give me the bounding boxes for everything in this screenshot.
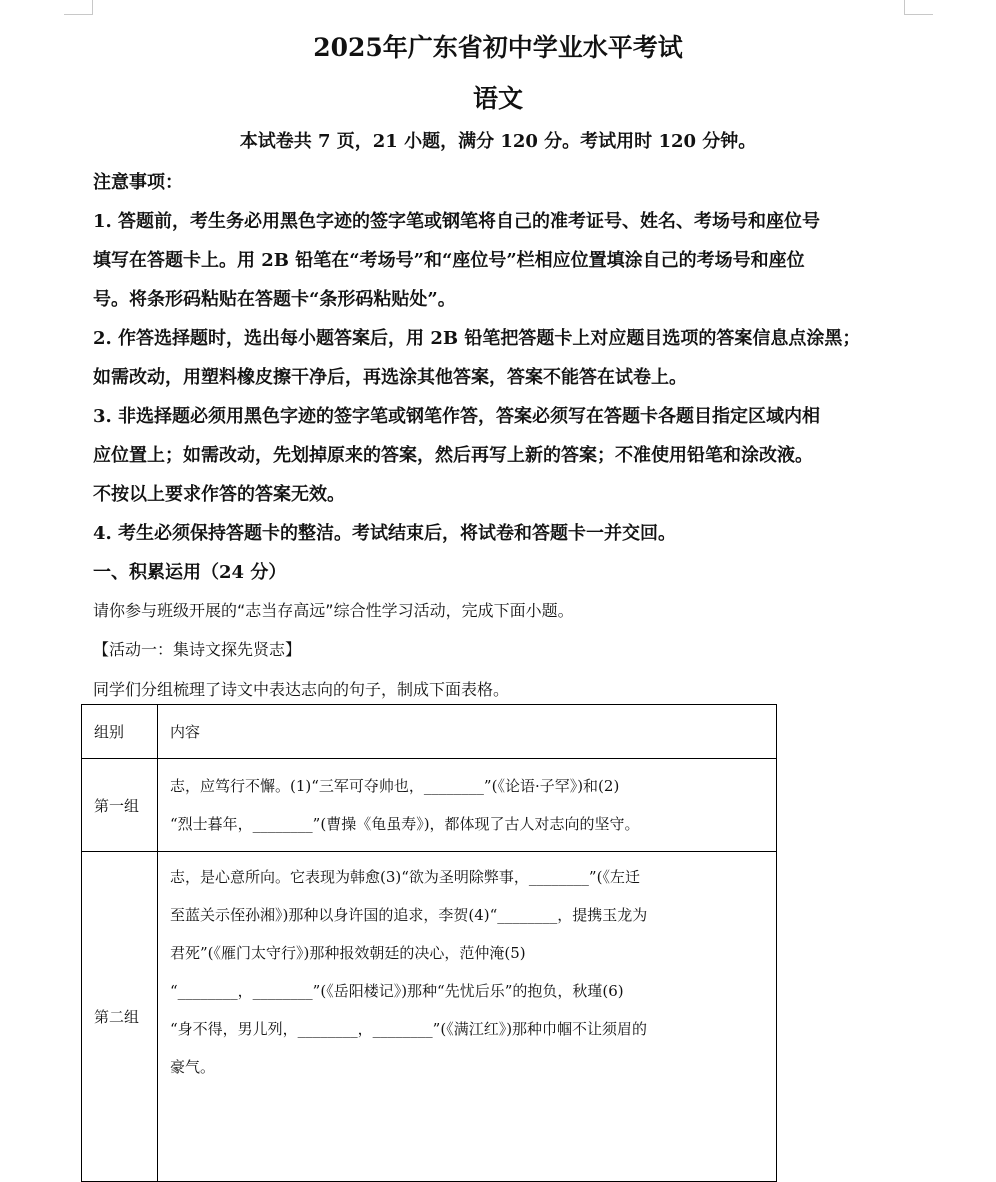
content-line: “烈士暮年，________”(曹操《龟虽寿》)，都体现了古人对志向的坚守。 — [170, 815, 640, 833]
table-header-cell: 组别 — [82, 705, 158, 759]
notes-line: 4. 考生必须保持答题卡的整洁。考试结束后，将试卷和答题卡一并交回。 — [93, 523, 677, 544]
table-header-cell: 内容 — [158, 705, 777, 759]
subject-title: 语文 — [472, 84, 523, 113]
section-heading: 一、积累运用（24 分） — [93, 562, 287, 583]
notes-line: 号。将条形码粘贴在答题卡“条形码粘贴处”。 — [93, 289, 456, 310]
section-intro: 请你参与班级开展的“志当存高远”综合性学习活动，完成下面小题。 — [93, 601, 574, 620]
activity-desc: 同学们分组梳理了诗文中表达志向的句子，制成下面表格。 — [93, 680, 510, 699]
content-line: 志，应笃行不懈。(1)“三军可夺帅也，________”(《论语·子罕》)和(2) — [170, 777, 620, 795]
notes-line: 3. 非选择题必须用黑色字迹的签字笔或钢笔作答，答案必须写在答题卡各题目指定区域内相 — [93, 406, 821, 427]
table-header-row — [82, 705, 777, 759]
content-line: 君死”(《雁门太守行》)那种报效朝廷的决心，范仲淹(5) — [170, 944, 526, 962]
table-row — [82, 852, 777, 1182]
exam-title: 2025年广东省初中学业水平考试 — [313, 33, 683, 62]
notes-line: 如需改动，用塑料橡皮擦干净后，再选涂其他答案，答案不能答在试卷上。 — [93, 367, 687, 388]
exam-info: 本试卷共 7 页，21 小题，满分 120 分。考试用时 120 分钟。 — [239, 131, 757, 152]
activity-title: 【活动一：集诗文探先贤志】 — [93, 640, 302, 659]
notes-line: 2. 作答选择题时，选出每小题答案后，用 2B 铅笔把答题卡上对应题目选项的答案信息点涂黑； — [93, 328, 861, 349]
page-corner-mark — [64, 0, 93, 15]
page-corner-mark — [904, 0, 933, 15]
group-content — [158, 852, 777, 1182]
notes-line: 1. 答题前，考生务必用黑色字迹的签字笔或钢笔将自己的准考证号、姓名、考场号和座位号 — [93, 211, 821, 232]
notes-line: 不按以上要求作答的答案无效。 — [93, 484, 345, 505]
group-content — [158, 759, 777, 852]
notes-heading: 注意事项： — [93, 172, 183, 193]
group-label: 第一组 — [82, 759, 158, 852]
notes-line: 填写在答题卡上。用 2B 铅笔在“考场号”和“座位号”栏相应位置填涂自己的考场号和座位 — [93, 250, 805, 271]
table-row — [82, 759, 777, 852]
content-line: “________，________”(《岳阳楼记》)那种“先忧后乐”的抱负，秋瑾(6) — [170, 982, 624, 1000]
group-label: 第二组 — [82, 852, 158, 1182]
poetry-table — [81, 704, 777, 1182]
notes-line: 应位置上；如需改动，先划掉原来的答案，然后再写上新的答案；不准使用铅笔和涂改液。 — [93, 445, 813, 466]
content-line: “身不得，男儿列，________，________”(《满江红》)那种巾帼不让须眉的 — [170, 1020, 648, 1038]
content-line: 至蓝关示侄孙湘》)那种以身许国的追求，李贺(4)“________，提携玉龙为 — [170, 906, 648, 924]
content-line: 志，是心意所向。它表现为韩愈(3)“欲为圣明除弊事，________”(《左迁 — [170, 868, 640, 886]
content-line: 豪气。 — [170, 1058, 216, 1076]
